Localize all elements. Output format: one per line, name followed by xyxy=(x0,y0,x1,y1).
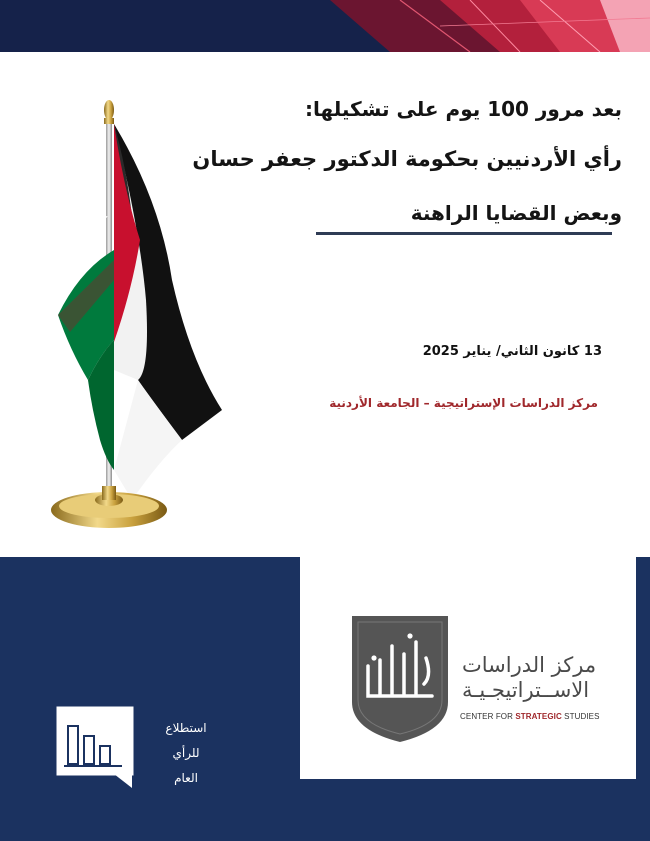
logo-en-suffix: STUDIES xyxy=(561,712,600,721)
poll-label-line-3: العام xyxy=(174,771,198,785)
report-date: 13 كانون الثاني/ يناير 2025 xyxy=(422,344,602,359)
top-banner xyxy=(0,0,650,52)
title-underline xyxy=(316,232,612,235)
poll-label-line-2: للرأي xyxy=(172,746,200,760)
title-line-3: وبعض القضايا الراهنة xyxy=(410,201,622,225)
title-line-2: رأي الأردنيين بحكومة الدكتور جعفر حسان xyxy=(192,147,622,171)
title-line-1: بعد مرور 100 يوم على تشكيلها: xyxy=(305,97,622,121)
logo-english-text xyxy=(460,712,600,721)
logo-arabic-line-2: الاســتراتيجـيـة xyxy=(462,678,590,702)
banner-graphic xyxy=(0,0,650,52)
css-emblem-icon xyxy=(344,606,456,744)
logo-en-prefix: CENTER FOR xyxy=(460,712,516,721)
poll-label xyxy=(150,716,222,791)
publisher-name: مركز الدراسات الإستراتيجية – الجامعة الأردنية xyxy=(329,396,598,410)
poll-chart-icon xyxy=(56,706,134,790)
logo-en-highlight: STRATEGIC xyxy=(515,712,562,721)
poll-label-line-1: استطلاع xyxy=(165,721,207,735)
logo-arabic-line-1: مركز الدراسات xyxy=(462,653,597,677)
